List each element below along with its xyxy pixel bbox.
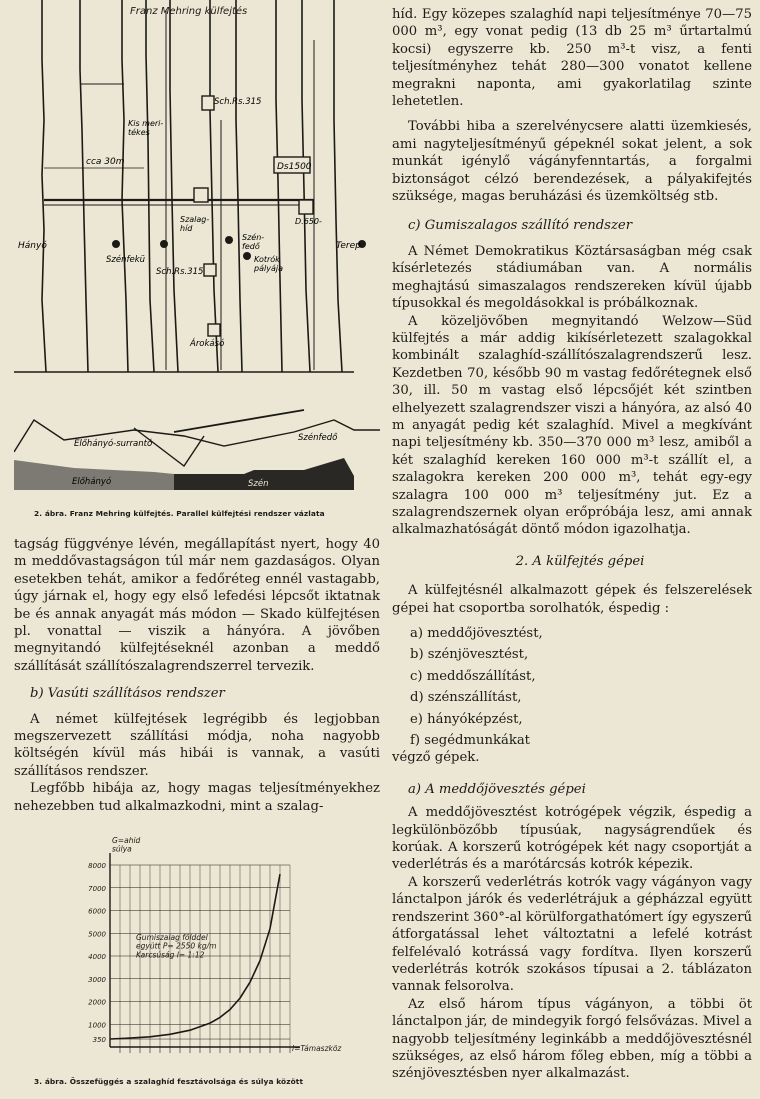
chart-ytick-label: 4000 xyxy=(88,953,106,962)
fig2-label-szenfeku: Szénfekü xyxy=(106,255,146,265)
fig2-label-elohanyo: Előhányó xyxy=(72,477,112,487)
chart-ytick-label: 2000 xyxy=(88,998,106,1007)
machine-groups-list xyxy=(392,625,752,749)
heading-2: 2. A külfejtés gépei xyxy=(515,553,645,569)
fig2-label-cca30m: cca 30m xyxy=(86,157,125,167)
list-item: a) meddőjövesztést, xyxy=(410,626,543,641)
fig2-label-sch315b: Sch.Rs.315 xyxy=(156,267,204,277)
chart-ytick-label: 1000 xyxy=(88,1021,106,1030)
right-paragraph-5: A külfejtésnél alkalmazott gépek és felszerelések gépei hat csoportba sorolhatók, éspedig : xyxy=(392,583,752,616)
right-paragraph-1: híd. Egy közepes szalaghíd napi teljesítménye 70—75 000 m³, egy vonat pedig (13 db 25 m³ űrtartalmú kocsi) egyszerre kb. 250 m³-t visz, a fenti teljesítményhez tehát 280—300 vonatot kellene megrakni naponta, ami gyakorlatilag szinte lehetetlen. xyxy=(392,7,752,110)
heading-b: b) Vasúti szállításos rendszer xyxy=(30,686,225,702)
chart-ytick-label: 7000 xyxy=(88,884,106,893)
fig2-title: Franz Mehring külfejtés xyxy=(130,6,248,17)
fig2-label-kismeritekes: Kis meri-tékes xyxy=(128,119,164,137)
fig2-label-d650: D.650- xyxy=(295,217,322,226)
fig2-label-ds1500: Ds1500 xyxy=(277,162,312,172)
chart-ytick-label: 8000 xyxy=(88,862,106,871)
fig2-label-hanyo: Hányó xyxy=(18,241,47,251)
chart-inner-label: Gumiszalag földdel együtt P= 2550 kg/m Karcsúság l= 1:12 xyxy=(136,933,217,960)
figure-3-caption: 3. ábra. Összefüggés a szalaghíd fesztávolsága és súlya között xyxy=(34,1077,304,1087)
left-paragraph-2: A német külfejtések legrégibb és legjobban megszervezett szállítási módja, noha nagyobb költségén kívül más hibái is vannak, a vasúti szállításos rendszer. xyxy=(14,711,380,779)
left-column xyxy=(14,0,380,1087)
right-column xyxy=(392,0,752,1083)
right-paragraph-8: Az első három típus vágányon, a többi öt lánctalpon jár, de mindegyik forgó felsővázas. Mivel a nagyobb teljesítmény leginkább a meddőjövesztésnél szükséges, az első három főleg ebben, míg a többi a szénjövesztésben nyer alkalmazást. xyxy=(392,996,752,1082)
fig2-label-kotrok: Kotrók pályája xyxy=(254,255,283,273)
chart-xlabel: l=Támaszköz xyxy=(292,1044,342,1054)
chart-ytick-label: 350 xyxy=(92,1036,106,1045)
right-paragraph-7: A korszerű vederlétrás kotrók vagy vágányon vagy lánctalpon járók és vederlétrájuk a gépházzal együtt rendszerint 360°-al körülforgathatómert így egyszerű átforgatással lehet változtatni a lefelé kotrást felfelévaló kotrássá vagy fordítva. Ilyen korszerű vederlétrás kotrók szokásos típusai a 2. táblázaton vannak felsorolva. xyxy=(392,874,752,995)
fig2-label-arokaso: Árokásó xyxy=(190,339,225,349)
fig2-label-elohanyo-surranto: Előhányó-surrantó xyxy=(74,439,153,449)
figure-2 xyxy=(14,0,380,516)
heading-c: c) Gumiszalagos szállító rendszer xyxy=(408,218,633,234)
right-paragraph-2: További hiba a szerelvénycsere alatti üzemkiesés, ami nagyteljesítményű gépeknél sokat jelent, a sok munkát igénylő vágányfenntartás, a forgalmi biztonságot célzó berendezések, a pályakifejtés szüksége, magas beruházási és üzemköltség stb. xyxy=(392,119,752,205)
figure-3 xyxy=(14,825,380,1087)
list-item: b) szénjövesztést, xyxy=(410,647,529,663)
chart-ytick-label: 3000 xyxy=(88,975,106,984)
figure-3-chart xyxy=(14,825,380,1071)
figure-2-caption: 2. ábra. Franz Mehring külfejtés. Parallel külfejtési rendszer vázlata xyxy=(34,509,325,518)
fig2-label-sch315: Sch.Rs.315 xyxy=(214,97,262,107)
list-item: d) szénszállítást, xyxy=(410,690,522,706)
figure-2-drawing xyxy=(14,0,380,500)
chart-ylabel: G=ahid súlya xyxy=(112,836,141,854)
left-paragraph-3: Legfőbb hibája az, hogy magas teljesítményekhez nehezebben tud alkalmazkodni, mint a szalag- xyxy=(14,781,380,814)
fig2-label-terep: Terep xyxy=(336,241,361,251)
chart-ytick-label: 5000 xyxy=(88,930,106,939)
left-paragraph-1: tagság függvénye lévén, megállapítást nyert, hogy 40 m meddővastagságon túl már nem gazdaságos. Olyan esetekben tehát, amikor a fedőréteg ennél vastagabb, úgy járnak el, hogy egy első lefedési lépcsőt iktatnak be és annak anyagát más módon — Skado külfejtésen pl. vonattal — viszik a hányóra. A jövőben megnyitandó külfejtéseknél azonban a meddő szállítását szállítószalagrendszerrel tervezik. xyxy=(14,537,380,674)
fig2-label-szalaghid: Szalag-híd xyxy=(180,215,210,233)
heading-a: a) A meddőjövesztés gépei xyxy=(408,781,586,797)
fig2-label-szenfedo2: Szénfedő xyxy=(298,433,338,443)
right-paragraph-6: A meddőjövesztést kotrógépek végzik, éspedig a legkülönbözőbb típusúak, nagyságrendűek és korúak. A korszerű kotrógépek két nagy csoportját a vederlétrás és a marótárcsás kotrók képezik. xyxy=(392,805,752,873)
chart-ytick-label: 6000 xyxy=(88,907,106,916)
list-item: f) segédmunkákat xyxy=(410,733,530,749)
right-paragraph-4: A közeljövőben megnyitandó Welzow—Süd külfejtés a már addig kikísérletezett szalagokkal kombinált szalaghíd-szállítószalagrendszerű lesz. Kezdetben 70, később 90 m vastag fedőrétegnek első 30, ill. 50 m vastag első lépcsőjét két szintben elhelyezett szalagrendszer viszi a hányóra, az alsó 40 m anyagát pedig két szalaghíd. Mivel a megkívánt napi teljesítmény kb. 350—370 000 m³ lesz, amiből a két szalaghíd kereken 160 000 m³-t szállít el, a szalagokra kereken 200 000 m³, tehát egy-egy szalagra 100 000 m³ teljesítmény jut. Ez a szalagrendszernek olyan erőpróbája lesz, ami annak alkalmazhatóságát döntő módon igazolhatja. xyxy=(392,313,752,538)
fig2-label-szenfedo: Szén-fedő xyxy=(242,233,265,251)
fig2-label-szen: Szén xyxy=(248,479,269,489)
list-item: c) meddőszállítást, xyxy=(410,668,536,684)
list-end: végző gépek. xyxy=(392,750,480,766)
list-item: e) hányóképzést, xyxy=(410,711,523,727)
right-paragraph-3: A Német Demokratikus Köztársaságban még csak kísérletezés stádiumában van. A normális meghajtású simaszalagos rendszereken kívül újabb típusokkal és megoldásokkal is próbálkoznak. xyxy=(392,243,752,312)
